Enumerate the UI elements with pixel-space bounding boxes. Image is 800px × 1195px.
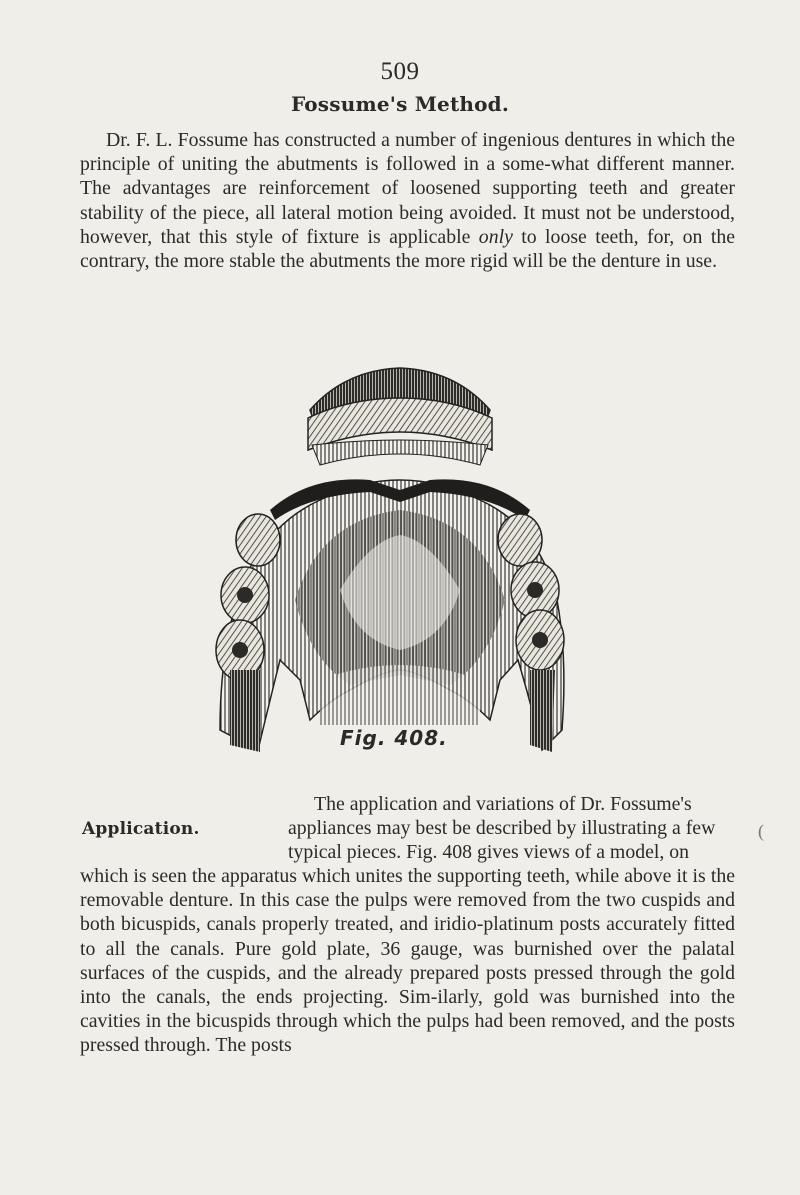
removable-denture	[308, 368, 492, 465]
intro-paragraph	[80, 128, 735, 273]
application-indented-lines	[288, 792, 735, 865]
intro-text-after-italic: to loose teeth, for, on the contrary, the more stable the abutments the more rigid will be the denture in use.	[80, 225, 735, 273]
application-paragraph-rest: which is seen the apparatus which unites the supporting teeth, while above it is the removable denture. In this case the pulps were removed from the two cuspids and both bicuspids, canals properly treated, and iridio-platinum posts accurately fitted to all the canals. Pure gold plate, 36 gauge, was burnished over the palatal surfaces of the cuspids, and the already prepared posts pressed through the gold into the canals, the ends projecting. Sim-ilarly, gold was burnished into the cavities in the bicuspids through which the pulps had been removed, and the posts pressed through. The posts	[80, 865, 735, 1057]
application-line: appliances may best be described by illustrating a few	[288, 817, 716, 840]
running-head: Fossume's Method.	[290, 92, 510, 116]
margin-mark: (	[758, 821, 764, 841]
side-heading-application: Application.	[82, 819, 200, 839]
figure-caption: Fig. 408.	[340, 726, 448, 750]
application-line: The application and variations of Dr. Fossume's	[314, 793, 692, 815]
intro-text-before-italic: Dr. F. L. Fossume has constructed a number of ingenious dentures in which the principle of uniting the abutments is followed in a some-what different manner. The advantages are reinforcement of loosened supporting teeth and greater stability of the piece, all lateral motion being avoided. It must not be understood, however, that this style of fixture is applicable	[80, 129, 735, 248]
application-line: typical pieces. Fig. 408 gives views of a model, on	[288, 841, 690, 864]
model-arch	[216, 479, 564, 752]
page-number: 509	[380, 58, 420, 85]
dental-model-illustration	[200, 340, 570, 770]
intro-italic-word: only	[478, 225, 513, 248]
